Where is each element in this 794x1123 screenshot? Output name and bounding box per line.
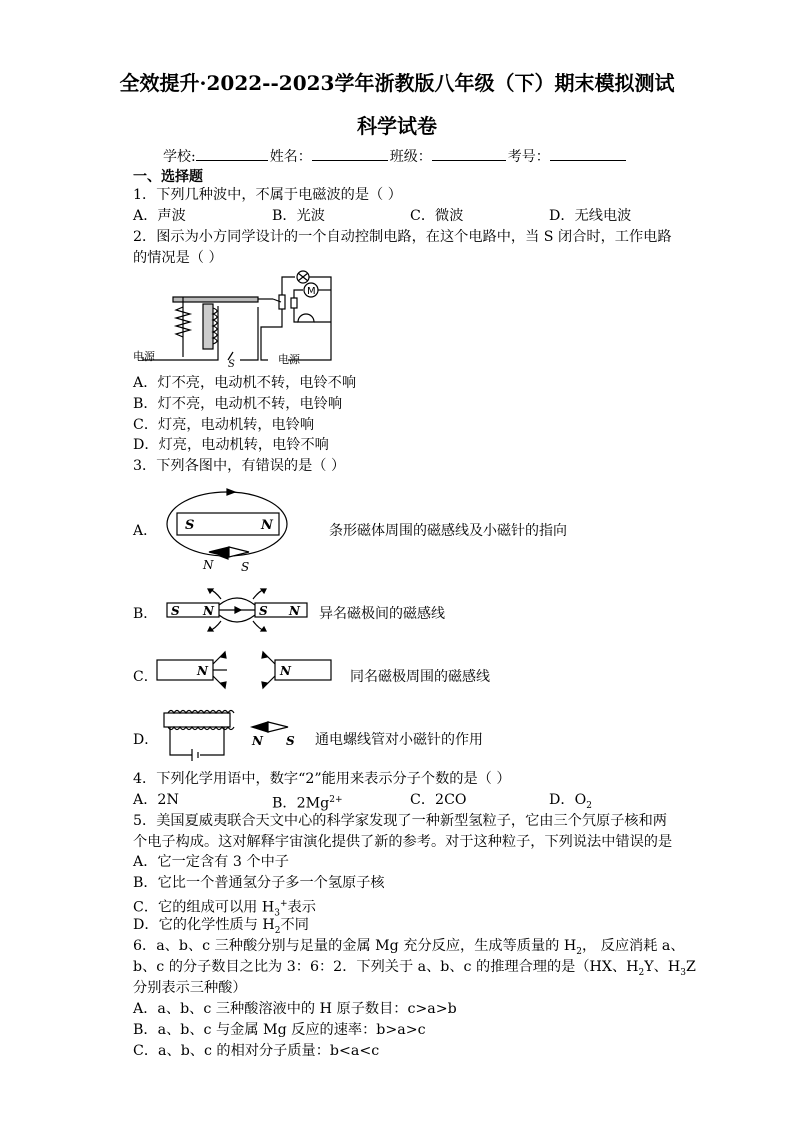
q4-option-d-text: D．O xyxy=(549,792,587,808)
q3-option-d-label[interactable]: D． xyxy=(133,732,159,748)
q2-right-source-label: 电源 xyxy=(278,353,300,366)
number-label: 考号： xyxy=(507,149,550,165)
q6-option-a[interactable]: A．a、b、c 三种酸溶液中的 H 原子数目：c>a>b xyxy=(133,1001,457,1017)
q3c-magnet2-n: N xyxy=(280,664,291,678)
q5-stem-line1: 5．美国夏威夷联合天文中心的科学家发现了一种新型氢粒子，它由三个氕原子核和两 xyxy=(133,813,667,829)
q4-stem: 4．下列化学用语中，数字“2”能用来表示分子个数的是（ ） xyxy=(133,771,511,787)
q2-motor-label: M xyxy=(307,286,316,297)
q3a-needle-n: N xyxy=(203,558,214,572)
q3a-magnet-n: N xyxy=(261,518,273,533)
q1-option-c[interactable]: C．微波 xyxy=(410,208,464,224)
q3-option-a-caption: 条形磁体周围的磁感线及小磁针的指向 xyxy=(329,523,567,539)
q3a-magnet-s: S xyxy=(185,518,195,533)
class-blank[interactable] xyxy=(432,146,506,161)
name-label: 姓名： xyxy=(269,149,312,165)
exam-subtitle: 科学试卷 xyxy=(357,114,437,138)
q2-option-c[interactable]: C．灯亮，电动机转，电铃响 xyxy=(133,417,315,433)
q4-option-b-superscript: 2+ xyxy=(329,795,343,805)
q3-figure-c xyxy=(155,648,335,693)
q6-l1-post: ， 反应消耗 a、 xyxy=(581,938,685,954)
q2-switch-label: S xyxy=(228,359,235,370)
q6-l1-pre: 6．a、b、c 三种酸分别与足量的金属 Mg 充分反应，生成等质量的 H xyxy=(133,938,577,954)
q1-option-a[interactable]: A．声波 xyxy=(133,208,186,224)
section-heading: 一、选择题 xyxy=(133,169,203,185)
number-blank[interactable] xyxy=(550,146,626,161)
q3-option-d-caption: 通电螺线管对小磁针的作用 xyxy=(315,732,483,748)
q4-option-b-text: B．2Mg xyxy=(272,795,330,812)
q6-l2-sub1: 2 xyxy=(638,967,645,978)
school-blank[interactable] xyxy=(196,146,268,161)
q6-l1-sub: 2 xyxy=(576,946,582,957)
q5-option-c-pre: C．它的组成可以用 H xyxy=(133,899,275,916)
exam-title: 全效提升·2022--2023学年浙教版八年级（下）期末模拟测试 xyxy=(119,71,675,95)
q5-option-d-post: 不同 xyxy=(280,917,309,933)
q6-l2-sub2: 3 xyxy=(680,967,686,978)
q5-option-c-post: 表示 xyxy=(287,899,316,916)
q2-stem-line2: 的情况是（ ） xyxy=(133,250,223,266)
q3-option-b-caption: 异名磁极间的磁感线 xyxy=(319,606,445,622)
q2-option-a[interactable]: A．灯不亮，电动机不转，电铃不响 xyxy=(133,375,357,391)
q4-option-b[interactable] xyxy=(272,791,343,813)
q5-option-a[interactable]: A．它一定含有 3 个中子 xyxy=(133,854,289,870)
q5-option-d-pre: D．它的化学性质与 H xyxy=(133,917,275,933)
q4-option-a[interactable]: A．2N xyxy=(133,792,179,808)
q3c-magnet1-n: N xyxy=(197,664,208,678)
q5-option-b[interactable]: B．它比一个普通氢分子多一个氢原子核 xyxy=(133,875,385,891)
q4-option-c[interactable]: C．2CO xyxy=(410,792,467,808)
q3b-magnet1-s: S xyxy=(171,604,180,618)
q4-option-d-subscript: 2 xyxy=(586,800,592,811)
q3-figure-d xyxy=(162,707,302,762)
q5-option-c-sub: 3 xyxy=(274,908,280,919)
q5-option-d-sub: 2 xyxy=(274,925,281,936)
q6-l2-mid: Y、H xyxy=(644,959,681,975)
q3-stem: 3．下列各图中，有错误的是（ ） xyxy=(133,458,346,474)
q3b-magnet2-s: S xyxy=(259,604,268,618)
q3-option-a-label[interactable]: A． xyxy=(133,523,158,539)
q3-figure-b xyxy=(165,585,310,635)
class-label: 班级： xyxy=(389,149,432,165)
q3d-needle-n: N xyxy=(252,734,263,748)
q6-option-b[interactable]: B．a、b、c 与金属 Mg 反应的速率：b>a>c xyxy=(133,1022,426,1038)
q3b-magnet1-n: N xyxy=(203,604,214,618)
q3-option-c-label[interactable]: C． xyxy=(133,669,158,685)
q3-option-c-caption: 同名磁极周围的磁感线 xyxy=(350,669,490,685)
q5-option-c-sup: + xyxy=(279,899,288,909)
q3-figure-a xyxy=(165,483,295,574)
q5-stem-line2: 个电子构成。这对解释宇宙演化提供了新的参考。对于这种粒子，下列说法中错误的是 xyxy=(133,834,673,850)
q6-option-c[interactable]: C．a、b、c 的相对分子质量：b<a<c xyxy=(133,1043,380,1059)
q2-stem-line1: 2．图示为小方同学设计的一个自动控制电路，在这个电路中，当 S 闭合时，工作电路 xyxy=(133,229,672,245)
q2-circuit-figure xyxy=(133,272,338,370)
q6-l2-pre: b、c 的分子数目之比为 3：6：2．下列关于 a、b、c 的推理合理的是（HX、H xyxy=(133,959,639,975)
q1-option-b[interactable]: B．光波 xyxy=(272,208,325,224)
school-label: 学校: xyxy=(163,149,196,165)
q3d-needle-s: S xyxy=(286,734,295,748)
q6-stem-line3: 分别表示三种酸） xyxy=(133,980,247,996)
q3a-needle-s: S xyxy=(241,560,250,574)
q3b-magnet2-n: N xyxy=(289,604,300,618)
q1-option-d[interactable]: D．无线电波 xyxy=(549,208,632,224)
q2-left-source-label: 电源 xyxy=(133,350,155,363)
q1-stem: 1．下列几种波中，不属于电磁波的是（ ） xyxy=(133,187,402,203)
q6-l2-post: Z xyxy=(685,959,696,975)
student-info-line xyxy=(163,146,628,166)
q3-option-b-label[interactable]: B． xyxy=(133,606,158,622)
name-blank[interactable] xyxy=(312,146,388,161)
q2-option-b[interactable]: B．灯不亮，电动机不转，电铃响 xyxy=(133,396,343,412)
q2-option-d[interactable]: D．灯亮，电动机转，电铃不响 xyxy=(133,437,329,453)
